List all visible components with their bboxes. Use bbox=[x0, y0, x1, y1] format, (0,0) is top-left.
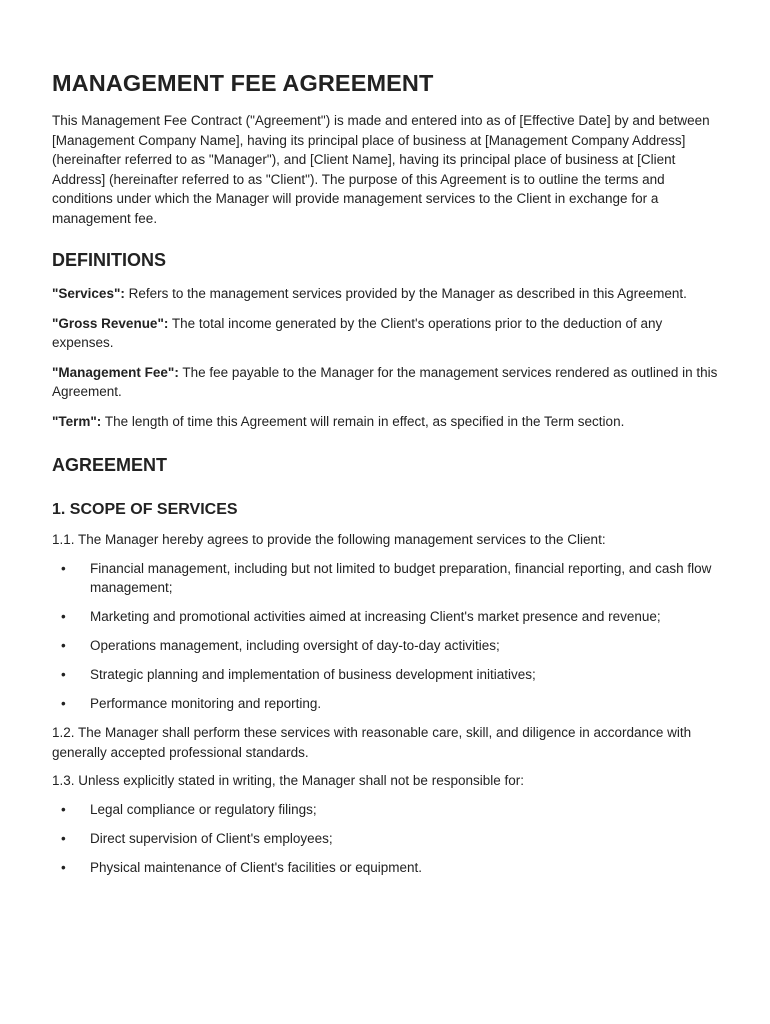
definition-term: "Services": bbox=[52, 286, 125, 301]
bullet-icon: • bbox=[61, 859, 66, 875]
list-item-text: Direct supervision of Client's employees; bbox=[90, 830, 333, 846]
definition-item bbox=[52, 363, 720, 402]
list-item-text: Strategic planning and implementation of business development initiatives; bbox=[90, 667, 536, 682]
list-item bbox=[52, 636, 720, 656]
definition-text: Refers to the management services provided by the Manager as described in this Agreement. bbox=[124, 286, 687, 301]
definition-term: "Gross Revenue": bbox=[52, 315, 169, 331]
document-title: MANAGEMENT FEE AGREEMENT bbox=[52, 70, 434, 96]
bullet-icon: • bbox=[61, 667, 66, 682]
services-list bbox=[52, 559, 720, 714]
exclusions-list bbox=[52, 800, 720, 878]
definition-text: The fee payable to the Manager for the management services rendered as outlined in this Agreement. bbox=[52, 364, 718, 399]
list-item bbox=[52, 665, 720, 685]
list-item-text: Legal compliance or regulatory filings; bbox=[90, 801, 317, 817]
definition-term: "Management Fee": bbox=[52, 364, 179, 380]
agreement-heading: AGREEMENT bbox=[52, 455, 168, 475]
bullet-icon: • bbox=[61, 696, 66, 711]
definition-item bbox=[52, 314, 720, 353]
document-page bbox=[52, 70, 720, 887]
bullet-icon: • bbox=[61, 801, 66, 817]
definition-term: "Term": bbox=[52, 413, 102, 429]
list-item bbox=[52, 559, 720, 598]
list-item-text: Operations management, including oversight of day-to-day activities; bbox=[90, 638, 500, 653]
bullet-icon: • bbox=[61, 560, 66, 576]
list-item bbox=[52, 858, 720, 878]
bullet-icon: • bbox=[61, 638, 66, 653]
definition-item bbox=[52, 412, 720, 432]
list-item bbox=[52, 800, 720, 820]
list-item bbox=[52, 607, 720, 627]
clause-1-1: 1.1. The Manager hereby agrees to provide the following management services to the Client: bbox=[52, 532, 606, 547]
definition-item bbox=[52, 284, 720, 304]
list-item bbox=[52, 694, 720, 714]
list-item-text: Performance monitoring and reporting. bbox=[90, 696, 322, 711]
bullet-icon: • bbox=[61, 830, 66, 846]
clause-1-2: 1.2. The Manager shall perform these services with reasonable care, skill, and diligence in accordance with generally accepted professional standards. bbox=[52, 725, 692, 760]
definition-text: The length of time this Agreement will remain in effect, as specified in the Term section. bbox=[101, 413, 625, 429]
section-heading-scope: 1. SCOPE OF SERVICES bbox=[52, 501, 238, 518]
list-item-text: Physical maintenance of Client's facilities or equipment. bbox=[90, 859, 422, 875]
definition-text: The total income generated by the Client's operations prior to the deduction of any expenses. bbox=[52, 315, 663, 350]
list-item-text: Financial management, including but not limited to budget preparation, financial reporting, and cash flow management; bbox=[90, 560, 712, 595]
definitions-list bbox=[52, 284, 720, 431]
bullet-icon: • bbox=[61, 609, 66, 624]
definitions-heading: DEFINITIONS bbox=[52, 250, 167, 270]
list-item bbox=[52, 829, 720, 849]
list-item-text: Marketing and promotional activities aimed at increasing Client's market presence and revenue; bbox=[90, 609, 661, 624]
clause-1-3: 1.3. Unless explicitly stated in writing, the Manager shall not be responsible for: bbox=[52, 773, 524, 788]
intro-paragraph: This Management Fee Contract ("Agreement") is made and entered into as of [Effective Date] by and between [Management Company Name], having its principal place of business at [Management Company Address] (hereinafter referred to as "Manager"), and [Client Name], having its principal place of business at [Client Address] (hereinafter referred to as "Client"). The purpose of this Agreement is to outline the terms and conditions under which the Manager will provide management services to the Client in exchange for a management fee. bbox=[52, 113, 710, 226]
